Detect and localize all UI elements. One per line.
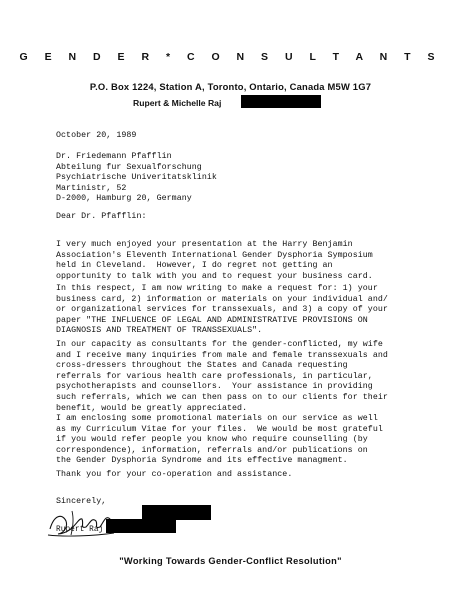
redaction-bar	[106, 519, 176, 533]
letterhead-names: Rupert & Michelle Raj	[133, 98, 222, 108]
text-line: or organizational services for transsexuals, and 3) a copy of your	[56, 305, 388, 315]
redaction-bar	[241, 95, 321, 108]
paragraph-5	[56, 470, 292, 481]
salutation: Dear Dr. Pfafflin:	[56, 212, 147, 221]
signer-name: Rupert Raj	[56, 526, 104, 534]
recipient-line: Abteilung fur Sexualforschung	[56, 162, 202, 172]
recipient-line: Dr. Friedemann Pfafflin	[56, 152, 172, 161]
text-line: business card, 2) information or materials on your individual and/	[56, 294, 388, 304]
text-line: the Gender Dysphoria Syndrome and its effective managment.	[56, 456, 348, 466]
text-line: In this respect, I am now writing to make a request for: 1) your	[56, 284, 378, 293]
paragraph-2	[56, 284, 388, 337]
text-line: such referrals, which we can then pass on to our clients for their	[56, 392, 388, 402]
letterhead-brand: G E N D E R * C O N S U L T A N T S	[19, 51, 442, 63]
recipient-line: Psychiatrische Univeritatsklinik	[56, 173, 217, 183]
closing: Sincerely,	[56, 497, 107, 506]
text-line: if you would refer people you know who require counselling (by	[56, 435, 368, 445]
paragraph-1	[56, 240, 373, 282]
redaction-bar	[142, 505, 211, 520]
text-line: correspondence), information, referrals and/or publications on	[56, 445, 368, 455]
letter-footer-motto: "Working Towards Gender-Conflict Resolution"	[119, 556, 342, 566]
text-line: Thank you for your co-operation and assistance.	[56, 470, 293, 479]
text-line: opportunity to talk with you and to request your business card.	[56, 271, 373, 281]
text-line: I am enclosing some promotional materials on our service as well	[56, 414, 378, 423]
paragraph-4	[56, 414, 383, 467]
text-line: held in Cleveland. However, I do regret not getting an	[56, 261, 333, 271]
letter-date: October 20, 1989	[56, 131, 137, 140]
text-line: as my Curriculum Vitae for your files. We would be most grateful	[56, 424, 383, 434]
text-line: DIAGNOSIS AND TREATMENT OF TRANSSEXUALS".	[56, 326, 263, 336]
text-line: benefit, would be greatly appreciated.	[56, 403, 248, 413]
text-line: Association's Eleventh International Gender Dysphoria Symposium	[56, 250, 373, 260]
recipient-line: D-2000, Hamburg 20, Germany	[56, 194, 192, 204]
text-line: cross-dressers throughout the States and Canada requesting	[56, 361, 348, 371]
text-line: I very much enjoyed your presentation at the Harry Benjamin	[56, 240, 353, 249]
text-line: psychotherapists and counsellors. Your assistance in providing	[56, 382, 373, 392]
text-line: referrals for various health care professionals, in particular,	[56, 371, 373, 381]
paragraph-3	[56, 340, 388, 414]
recipient-address	[56, 152, 217, 205]
recipient-line: Martinistr, 52	[56, 183, 127, 193]
text-line: In our capacity as consultants for the gender-conflicted, my wife	[56, 340, 383, 349]
text-line: and I receive many inquiries from male and female transsexuals and	[56, 350, 388, 360]
text-line: paper "THE INFLUENCE OF LEGAL AND ADMINISTRATIVE PROVISIONS ON	[56, 315, 368, 325]
letterhead-address: P.O. Box 1224, Station A, Toronto, Ontario, Canada M5W 1G7	[89, 81, 372, 92]
